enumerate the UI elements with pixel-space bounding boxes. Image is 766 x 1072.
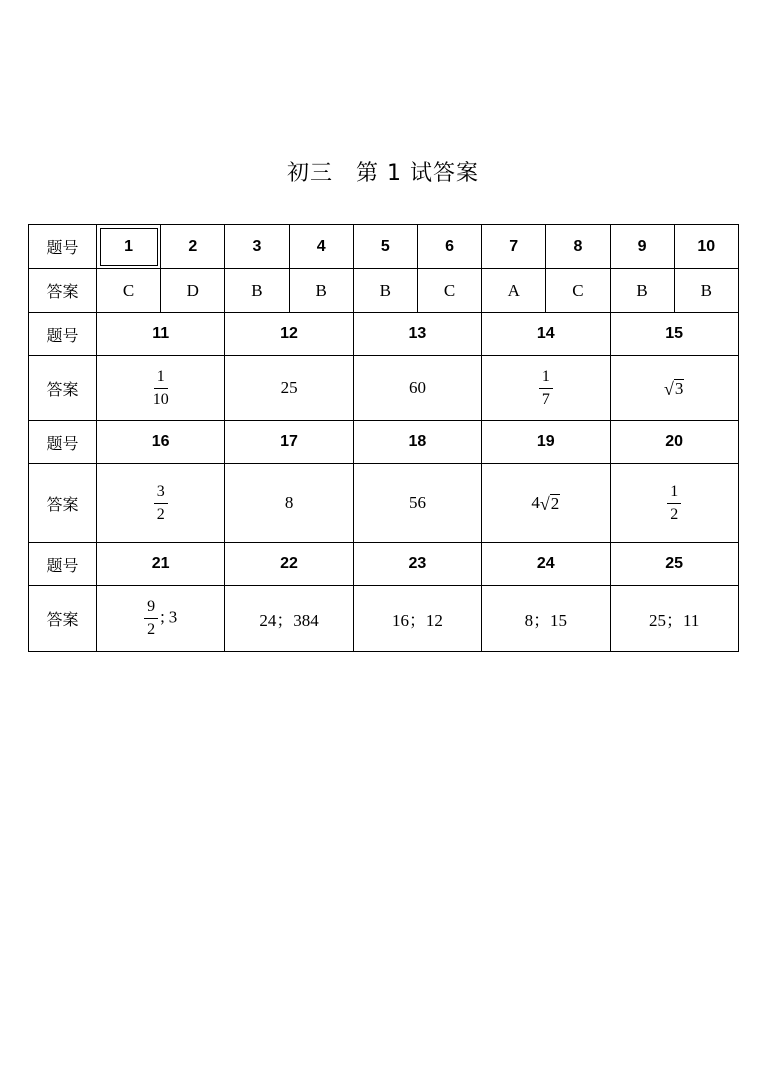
question-number: 7 [482, 225, 546, 269]
radical-sign-icon: √ [663, 379, 674, 400]
numerator: 3 [154, 484, 168, 504]
question-label: 题号 [29, 543, 97, 586]
answer-cell: 8；15 [482, 586, 610, 652]
answer-cell: 25 [225, 356, 353, 421]
denominator: 2 [147, 621, 156, 638]
answer-cell: B [674, 269, 738, 313]
answer-value: 3 [168, 607, 178, 627]
question-row [29, 225, 739, 269]
question-number: 5 [353, 225, 417, 269]
question-number: 10 [674, 225, 738, 269]
fraction [144, 599, 158, 638]
answer-cell [610, 356, 738, 421]
numerator: 1 [154, 369, 168, 389]
answer-cell [97, 464, 225, 543]
page-title: 初三 第 1 试答案 [287, 161, 479, 186]
question-number: 18 [353, 421, 481, 464]
answer-cell [97, 356, 225, 421]
question-row [29, 421, 739, 464]
question-row [29, 543, 739, 586]
answer-label: 答案 [29, 464, 97, 543]
answer-row [29, 464, 739, 543]
denominator: 7 [541, 390, 550, 408]
answer-cell: B [610, 269, 674, 313]
question-number: 6 [417, 225, 481, 269]
question-number: 3 [225, 225, 289, 269]
fraction [667, 484, 681, 523]
answer-cell: C [97, 269, 161, 313]
answer-row [29, 586, 739, 652]
question-number: 9 [610, 225, 674, 269]
question-number: 13 [353, 313, 481, 356]
question-number: 25 [610, 543, 738, 586]
answer-cell: A [482, 269, 546, 313]
answer-row [29, 356, 739, 421]
answer-cell: B [353, 269, 417, 313]
fraction [154, 484, 168, 523]
numerator: 1 [539, 369, 553, 389]
answer-cell: C [417, 269, 481, 313]
answer-label: 答案 [29, 356, 97, 421]
separator: ; [160, 607, 165, 627]
radicand: 2 [550, 493, 560, 513]
answer-cell: 16；12 [353, 586, 481, 652]
answer-row [29, 269, 739, 313]
numerator: 1 [667, 484, 681, 504]
question-number: 8 [546, 225, 610, 269]
denominator: 10 [152, 390, 169, 408]
answer-cell: 60 [353, 356, 481, 421]
question-label: 题号 [29, 421, 97, 464]
answer-cell: C [546, 269, 610, 313]
answer-cell: D [161, 269, 225, 313]
question-number: 24 [482, 543, 610, 586]
answer-label: 答案 [29, 586, 97, 652]
answer-cell: 24；384 [225, 586, 353, 652]
denominator: 2 [670, 505, 679, 523]
answer-cell [482, 464, 610, 543]
square-root [664, 379, 684, 399]
question-number: 16 [97, 421, 225, 464]
question-number: 20 [610, 421, 738, 464]
fraction [539, 369, 553, 408]
radicand: 3 [674, 378, 684, 398]
question-number: 14 [482, 313, 610, 356]
denominator: 2 [156, 505, 165, 523]
answer-cell [97, 586, 225, 652]
question-number: 12 [225, 313, 353, 356]
answer-cell: B [289, 269, 353, 313]
answer-cell [482, 356, 610, 421]
question-number: 4 [289, 225, 353, 269]
answer-cell: 56 [353, 464, 481, 543]
answer-cell: B [225, 269, 289, 313]
answer-table [28, 224, 739, 652]
answer-cell: 8 [225, 464, 353, 543]
fraction [150, 369, 172, 408]
question-number: 1 [97, 225, 161, 269]
question-number: 19 [482, 421, 610, 464]
question-number: 22 [225, 543, 353, 586]
question-number: 11 [97, 313, 225, 356]
answer-cell: 25；11 [610, 586, 738, 652]
question-label: 题号 [29, 313, 97, 356]
question-number: 21 [97, 543, 225, 586]
question-number: 23 [353, 543, 481, 586]
question-number: 2 [161, 225, 225, 269]
answer-cell [610, 464, 738, 543]
numerator: 9 [144, 599, 158, 619]
answer-label: 答案 [29, 269, 97, 313]
question-number: 15 [610, 313, 738, 356]
radical-sign-icon: √ [539, 494, 550, 515]
question-row [29, 313, 739, 356]
square-root [540, 494, 560, 514]
question-label: 题号 [29, 225, 97, 269]
question-number: 17 [225, 421, 353, 464]
coefficient: 4 [531, 492, 540, 512]
